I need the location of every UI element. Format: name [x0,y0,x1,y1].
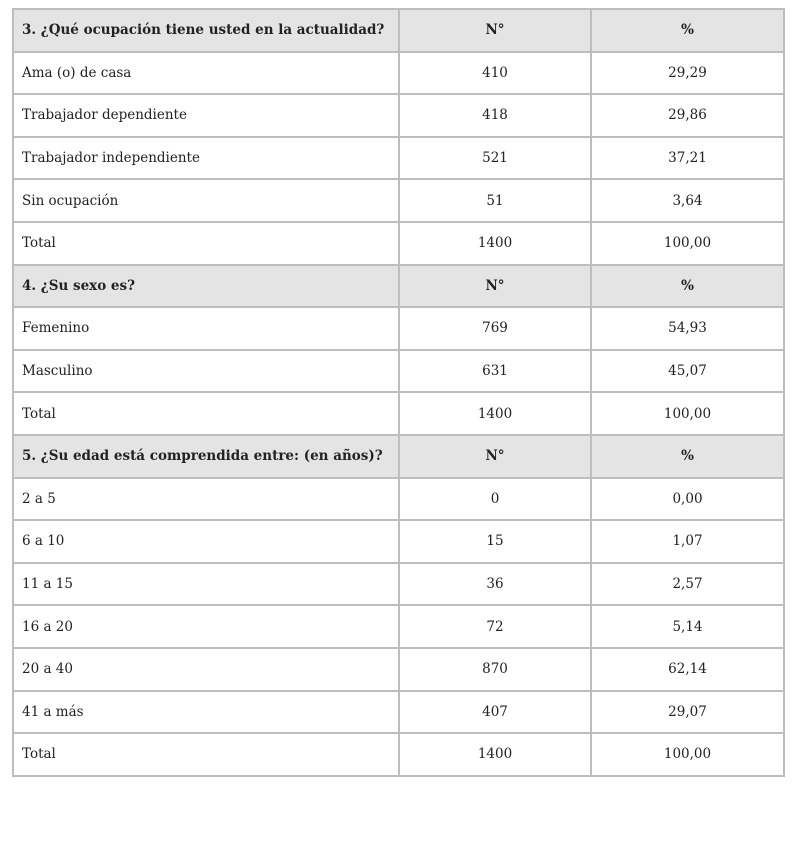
table-row [13,691,784,734]
row-count: 631 [399,350,591,393]
row-percent: 54,93 [591,307,784,350]
percent-column-header: % [591,9,784,52]
table-row [13,478,784,521]
row-count: 72 [399,605,591,648]
row-label: Trabajador dependiente [13,94,399,137]
row-label: 6 a 10 [13,520,399,563]
row-label: Trabajador independiente [13,137,399,180]
table-row [13,520,784,563]
section-header-row [13,265,784,308]
table-row [13,563,784,606]
row-label: Femenino [13,307,399,350]
percent-column-header: % [591,265,784,308]
row-percent: 0,00 [591,478,784,521]
row-percent: 29,29 [591,52,784,95]
table-body [13,9,784,776]
percent-column-header: % [591,435,784,478]
count-column-header: N° [399,265,591,308]
row-label: 2 a 5 [13,478,399,521]
row-count: 870 [399,648,591,691]
count-column-header: N° [399,9,591,52]
row-count: 769 [399,307,591,350]
row-count: 51 [399,179,591,222]
count-column-header: N° [399,435,591,478]
row-count: 36 [399,563,591,606]
row-label: Ama (o) de casa [13,52,399,95]
row-count: 410 [399,52,591,95]
row-count: 521 [399,137,591,180]
row-count: 0 [399,478,591,521]
total-row [13,392,784,435]
row-label: Sin ocupación [13,179,399,222]
row-label: Total [13,392,399,435]
row-percent: 100,00 [591,392,784,435]
row-percent: 1,07 [591,520,784,563]
row-percent: 3,64 [591,179,784,222]
table-row [13,94,784,137]
row-percent: 2,57 [591,563,784,606]
question-label: 4. ¿Su sexo es? [13,265,399,308]
table-row [13,52,784,95]
section-header-row [13,9,784,52]
row-percent: 29,07 [591,691,784,734]
table-row [13,307,784,350]
table-row [13,648,784,691]
row-percent: 5,14 [591,605,784,648]
total-row [13,222,784,265]
table-row [13,605,784,648]
row-percent: 37,21 [591,137,784,180]
row-label: 20 a 40 [13,648,399,691]
row-percent: 29,86 [591,94,784,137]
row-label: 11 a 15 [13,563,399,606]
question-label: 3. ¿Qué ocupación tiene usted en la actualidad? [13,9,399,52]
row-count: 407 [399,691,591,734]
row-percent: 62,14 [591,648,784,691]
row-count: 1400 [399,392,591,435]
row-count: 418 [399,94,591,137]
row-label: 16 a 20 [13,605,399,648]
question-label: 5. ¿Su edad está comprendida entre: (en años)? [13,435,399,478]
row-label: Total [13,222,399,265]
section-header-row [13,435,784,478]
row-percent: 100,00 [591,222,784,265]
row-percent: 45,07 [591,350,784,393]
table-row [13,137,784,180]
row-count: 1400 [399,733,591,776]
survey-results-table [12,8,785,777]
total-row [13,733,784,776]
row-label: Masculino [13,350,399,393]
table-row [13,350,784,393]
table-row [13,179,784,222]
row-label: 41 a más [13,691,399,734]
row-count: 15 [399,520,591,563]
row-label: Total [13,733,399,776]
row-count: 1400 [399,222,591,265]
row-percent: 100,00 [591,733,784,776]
